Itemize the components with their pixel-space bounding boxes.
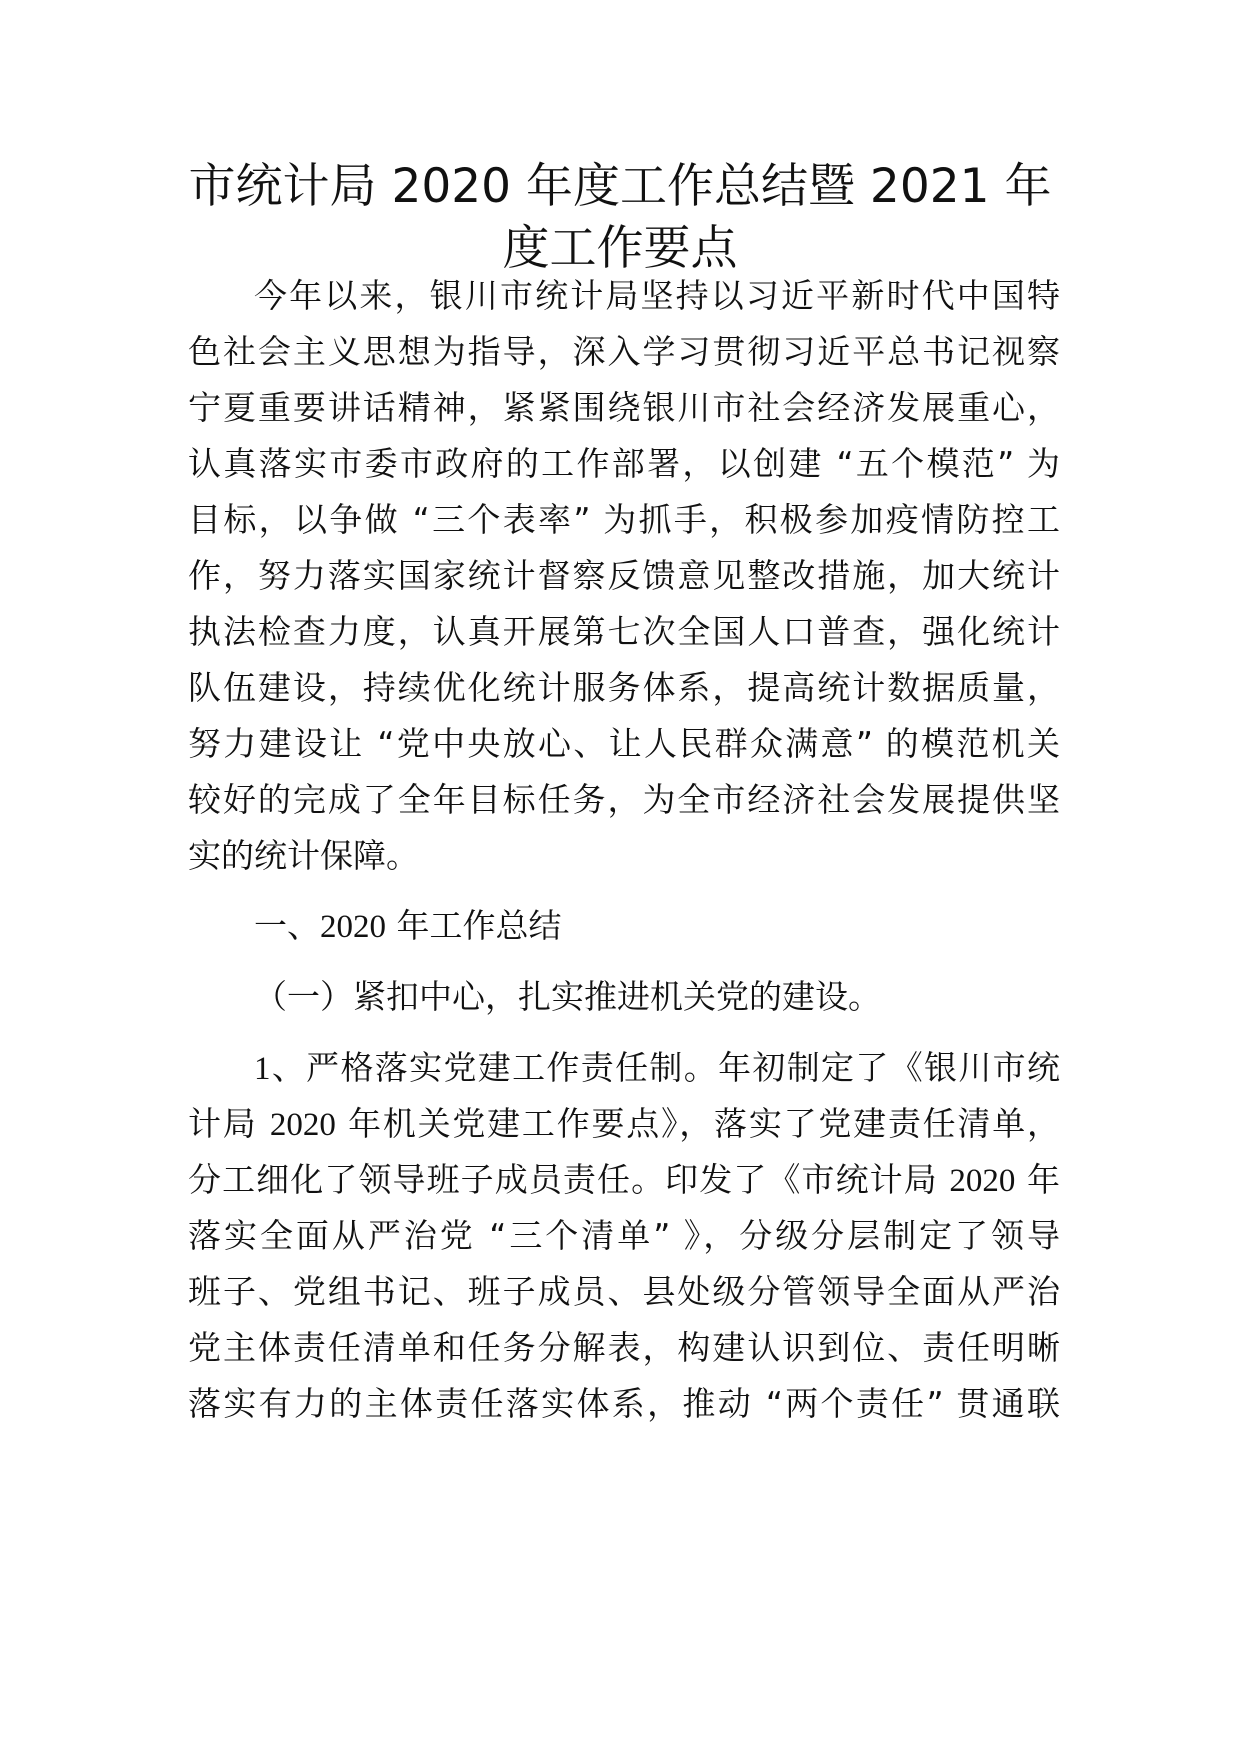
item-year: 2020: [949, 1163, 1016, 1199]
item-1-line: 班子、党组书记、班子成员、县处级分管领导全面从严治: [188, 1272, 1060, 1311]
item-1-line: 落实有力的主体责任落实体系，推动 “两个责任” 贯通联: [188, 1384, 1060, 1423]
item-text: 、严格落实党建工作责任制。年初制定了《银川市统: [270, 1048, 1060, 1087]
section-heading-1: [254, 904, 562, 949]
intro-paragraph-line: 认真落实市委市政府的工作部署，以创建 “五个模范” 为: [188, 444, 1060, 483]
intro-paragraph-line: 执法检查力度，认真开展第七次全国人口普查，强化统计: [188, 612, 1060, 651]
intro-paragraph-line: 作，努力落实国家统计督察反馈意见整改措施，加大统计: [188, 556, 1060, 595]
document-title-line-1: 市统计局 2020 年度工作总结暨 2021 年: [188, 159, 1052, 214]
section-heading-year: 2020: [320, 909, 386, 945]
item-1-line: [254, 1046, 1060, 1091]
intro-paragraph-line: 色社会主义思想为指导，深入学习贯彻习近平总书记视察: [188, 332, 1060, 371]
section-heading-prefix: 一、: [254, 906, 320, 945]
intro-paragraph-line: 宁夏重要讲话精神，紧紧围绕银川市社会经济发展重心，: [188, 388, 1060, 427]
item-1-line: [188, 1102, 1060, 1147]
item-text: 年机关党建工作要点》，落实了党建责任清单，: [335, 1104, 1060, 1143]
subsection-heading-1: （一）紧扣中心，扎实推进机关党的建设。: [254, 977, 881, 1016]
intro-paragraph-line: 队伍建设，持续优化统计服务体系，提高统计数据质量，: [188, 668, 1060, 707]
intro-paragraph-line: 努力建设让 “党中央放心、让人民群众满意” 的模范机关: [188, 724, 1060, 763]
item-1-line: 落实全面从严治党 “三个清单” 》，分级分层制定了领导: [188, 1216, 1060, 1255]
item-1-line: 党主体责任清单和任务分解表，构建认识到位、责任明晰: [188, 1328, 1060, 1367]
intro-paragraph-line: 实的统计保障。: [188, 836, 419, 875]
item-1-line: [188, 1158, 1060, 1203]
document-title-line-2: 度工作要点: [502, 221, 738, 276]
item-text: 分工细化了领导班子成员责任。印发了《市统计局: [188, 1160, 950, 1199]
intro-paragraph-line: 目标，以争做 “三个表率” 为抓手，积极参加疫情防控工: [188, 500, 1060, 539]
section-heading-suffix: 年工作总结: [386, 906, 562, 945]
intro-paragraph-line: 今年以来，银川市统计局坚持以习近平新时代中国特: [254, 276, 1060, 315]
item-year: 2020: [269, 1107, 336, 1143]
item-text: 年: [1015, 1160, 1060, 1199]
intro-paragraph-line: 较好的完成了全年目标任务，为全市经济社会发展提供坚: [188, 780, 1060, 819]
item-number: 1: [254, 1051, 271, 1087]
item-text: 计局: [188, 1104, 270, 1143]
